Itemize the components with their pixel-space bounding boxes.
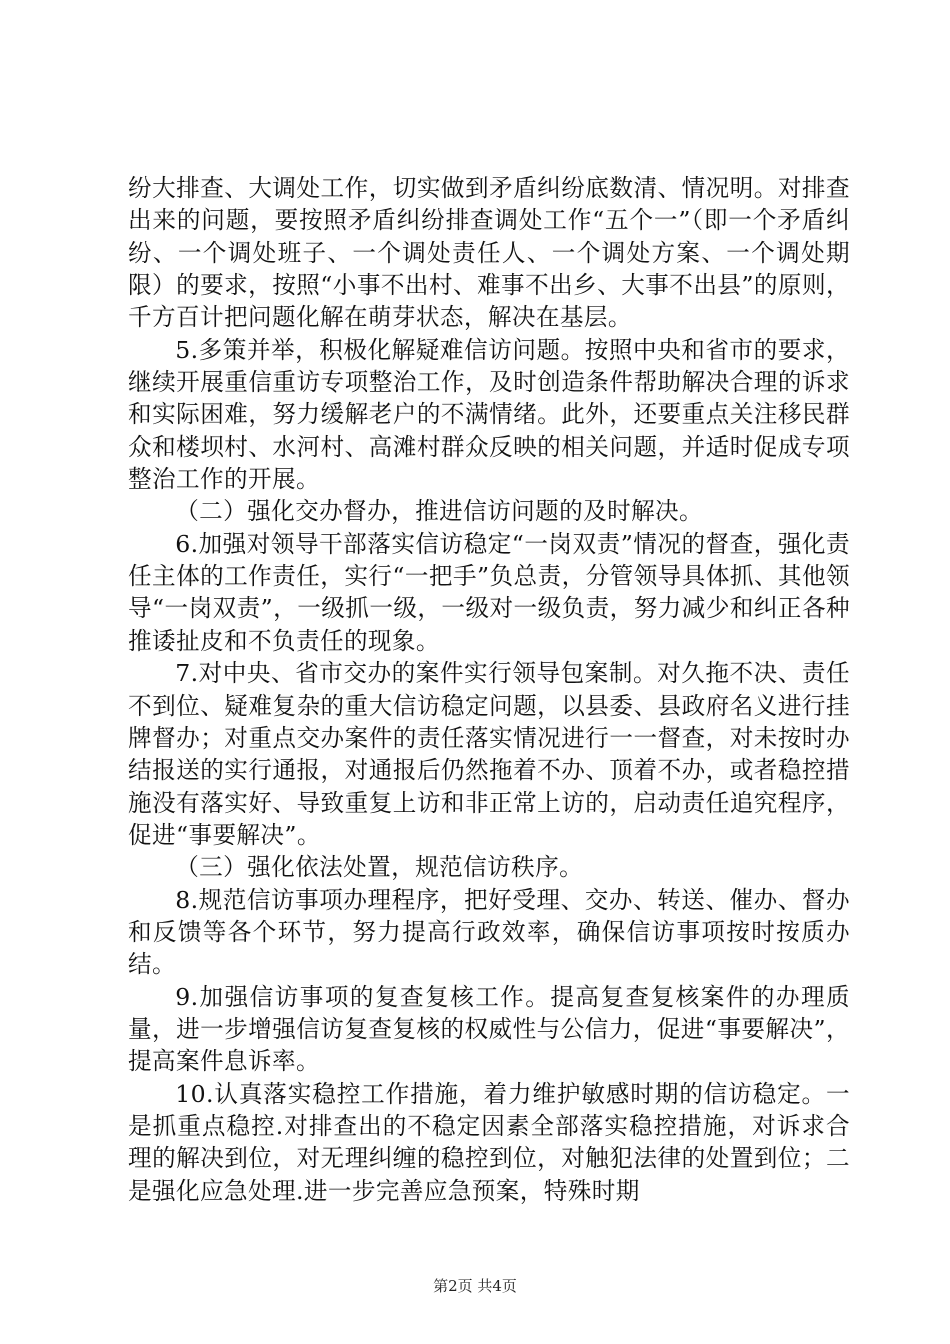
section-heading-2: （二）强化交办督办，推进信访问题的及时解决。: [175, 497, 704, 526]
paragraph-3: 6.加强对领导干部落实信访稳定“一岗双责”情况的督查，强化责任主体的工作责任，实行“一把手”负总责，分管领导具体抓、其他领导“一岗双责”，一级抓一级，一级对一级负责，努力减少和纠正各种推诿扯皮和不负责任的现象。: [128, 529, 850, 655]
paragraph-6: 9.加强信访事项的复查复核工作。提高复查复核案件的办理质量，进一步增强信访复查复核的权威性与公信力，促进“事要解决”，提高案件息诉率。: [128, 982, 850, 1076]
paragraph-1: 纷大排查、大调处工作，切实做到矛盾纠纷底数清、情况明。对排查出来的问题，要按照矛盾纠纷排查调处工作“五个一”（即一个矛盾纠纷、一个调处班子、一个调处责任人、一个调处方案、一个调处期限）的要求，按照“小事不出村、难事不出乡、大事不出县”的原则，千方百计把问题化解在萌芽状态，解决在基层。: [128, 174, 850, 332]
paragraph-2: 5.多策并举，积极化解疑难信访问题。按照中央和省市的要求，继续开展重信重访专项整治工作，及时创造条件帮助解决合理的诉求和实际困难，努力缓解老户的不满情绪。此外，还要重点关注移民群众和楼坝村、水河村、高滩村群众反映的相关问题，并适时促成专项整治工作的开展。: [128, 335, 850, 494]
page-number-footer: 第2页 共4页: [433, 1277, 517, 1295]
document-body: [128, 172, 850, 1207]
paragraph-4: 7.对中央、省市交办的案件实行领导包案制。对久拖不决、责任不到位、疑难复杂的重大信访稳定问题，以县委、县政府名义进行挂牌督办；对重点交办案件的责任落实情况进行一一督查，对未按时办结报送的实行通报，对通报后仍然拖着不办、顶着不办，或者稳控措施没有落实好、导致重复上访和非正常上访的，启动责任追究程序，促进“事要解决”。: [128, 659, 850, 849]
section-heading-3: （三）强化依法处置，规范信访秩序。: [175, 853, 584, 882]
paragraph-7: 10.认真落实稳控工作措施，着力维护敏感时期的信访稳定。一是抓重点稳控.对排查出的不稳定因素全部落实稳控措施，对诉求合理的解决到位，对无理纠缠的稳控到位，对触犯法律的处置到位；二是强化应急处理.进一步完善应急预案，特殊时期: [128, 1079, 850, 1205]
paragraph-5: 8.规范信访事项办理程序，把好受理、交办、转送、催办、督办和反馈等各个环节，努力提高行政效率，确保信访事项按时按质办结。: [128, 885, 850, 979]
